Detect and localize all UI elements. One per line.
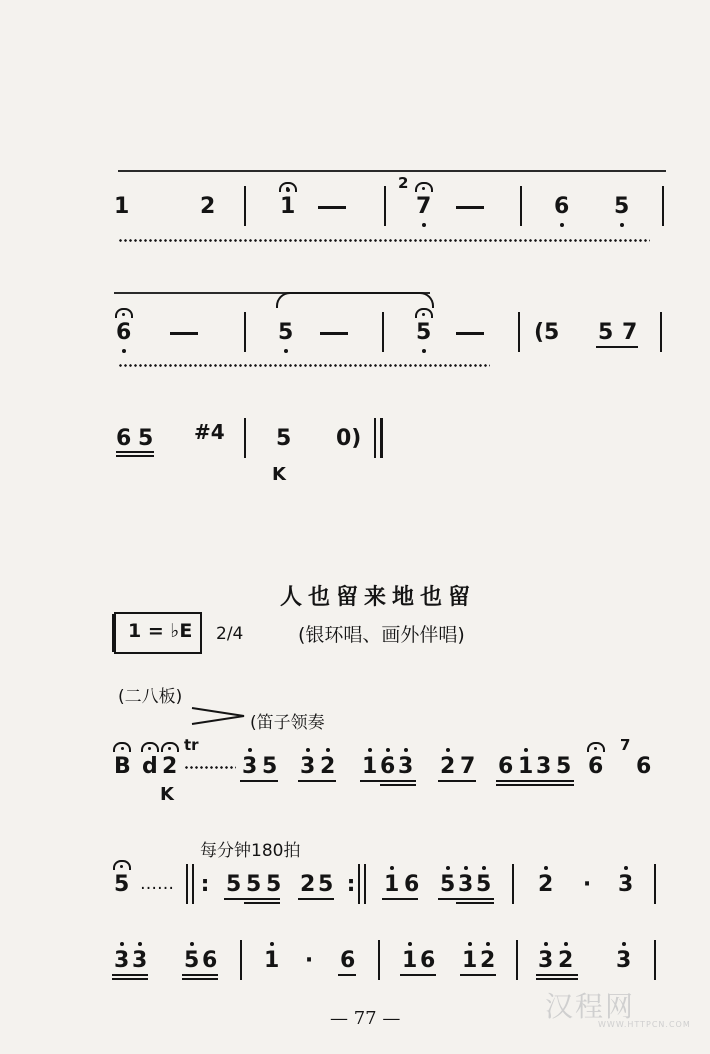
- song-title: 人也留来地也留: [280, 585, 477, 610]
- bar-line: [380, 418, 383, 458]
- note: ·: [304, 948, 314, 973]
- grace-note: 7: [620, 736, 631, 754]
- bar-line: [516, 940, 518, 980]
- underline: [338, 974, 356, 976]
- note: 2: [200, 194, 216, 219]
- note: 6: [498, 754, 514, 779]
- note: 2: [320, 754, 336, 779]
- note: ·: [582, 872, 592, 897]
- note: d: [142, 756, 158, 778]
- note: 1: [264, 948, 280, 973]
- underline: [298, 780, 336, 782]
- note: 6: [202, 948, 218, 973]
- underline: [596, 346, 638, 348]
- note: 6: [636, 754, 652, 779]
- dash: [170, 332, 198, 335]
- underline: [244, 902, 280, 904]
- key-signature: [114, 612, 202, 654]
- bar-line: [364, 864, 366, 904]
- note: 1: [462, 948, 478, 973]
- note: 2: [440, 754, 456, 779]
- note: 3: [398, 754, 414, 779]
- note: 5: [440, 872, 456, 897]
- underline: [496, 780, 574, 782]
- bar-line: [374, 418, 376, 458]
- page-number: — 77 —: [330, 1008, 401, 1029]
- note: 5: [416, 322, 431, 344]
- bar-line: [244, 312, 246, 352]
- dotted-line: [118, 239, 650, 242]
- underline: [456, 902, 494, 904]
- note: 1: [402, 948, 418, 973]
- underline: [224, 898, 280, 900]
- note: 7: [460, 754, 476, 779]
- staff-rule-1: [118, 170, 666, 172]
- tie: [276, 292, 434, 308]
- dash: [318, 206, 346, 209]
- bar-line: [358, 864, 360, 904]
- bar-line: [186, 864, 188, 904]
- underline: [360, 780, 416, 782]
- dash: [456, 206, 484, 209]
- mark-k: K: [160, 784, 174, 805]
- bar-line: [512, 864, 514, 904]
- note: 1: [362, 754, 378, 779]
- repeat-end: :: [346, 872, 356, 897]
- note: 6: [588, 756, 603, 778]
- trill-mark: tr: [184, 736, 199, 754]
- mode-label: (二八板): [118, 687, 183, 707]
- note: #4: [194, 420, 225, 444]
- underline: [438, 780, 476, 782]
- note: 7: [416, 196, 431, 218]
- note: 1: [384, 872, 400, 897]
- bar-line: [662, 186, 664, 226]
- underline: [298, 898, 334, 900]
- time-signature: 2/4: [216, 624, 244, 644]
- bar-line: [244, 186, 246, 226]
- bar-line: [192, 864, 194, 904]
- note: 2: [300, 872, 316, 897]
- mark-k: K: [272, 464, 286, 485]
- note: 5: [556, 754, 572, 779]
- note: 2: [480, 948, 496, 973]
- note: 5: [266, 872, 282, 897]
- note: 3: [536, 754, 552, 779]
- note: 2: [538, 872, 554, 897]
- key-text: 1 = ♭E: [128, 620, 193, 642]
- note: 6: [116, 426, 132, 451]
- note: 6: [116, 322, 131, 344]
- note: 1: [280, 196, 295, 218]
- note: 3: [242, 754, 258, 779]
- bar-line: [654, 940, 656, 980]
- underline: [116, 455, 154, 457]
- bar-line: [378, 940, 380, 980]
- note: 6: [380, 754, 396, 779]
- note: 5: [476, 872, 492, 897]
- underline: [460, 974, 496, 976]
- bar-line: [240, 940, 242, 980]
- note: 5: [278, 320, 294, 345]
- bar-line: [384, 186, 386, 226]
- note: 7: [622, 320, 638, 345]
- underline: [496, 784, 574, 786]
- note: 5: [276, 426, 292, 451]
- note: 5: [246, 872, 262, 897]
- intro-label: (笛子领奏: [250, 713, 325, 733]
- note: 3: [300, 754, 316, 779]
- note: 3: [458, 872, 474, 897]
- underline: [182, 974, 218, 976]
- note: B: [114, 756, 131, 778]
- dash: [320, 332, 348, 335]
- note: 6: [420, 948, 436, 973]
- note: 5: [184, 948, 200, 973]
- bar-line: [518, 312, 520, 352]
- underline: [382, 898, 418, 900]
- note: 3: [132, 948, 148, 973]
- dotted-line: [118, 364, 490, 367]
- note: 5: [138, 426, 154, 451]
- note: 5: [614, 194, 630, 219]
- note: (5: [534, 320, 560, 345]
- note: 3: [618, 872, 634, 897]
- bar-line: [382, 312, 384, 352]
- grace-note: 2: [398, 174, 409, 192]
- note: 6: [554, 194, 570, 219]
- underline: [182, 978, 218, 980]
- dotted-line: [184, 766, 236, 769]
- underline: [112, 974, 148, 976]
- watermark-logo: 汉程网: [545, 990, 636, 1023]
- underline: [400, 974, 436, 976]
- note: 5: [114, 874, 129, 896]
- note: 0): [336, 426, 362, 451]
- note: 5: [598, 320, 614, 345]
- note: 3: [616, 948, 632, 973]
- underline: [536, 978, 578, 980]
- bar-line: [654, 864, 656, 904]
- bar-line: [660, 312, 662, 352]
- tempo-label: 每分钟180拍: [200, 841, 301, 861]
- watermark-url: WWW.HTTPCN.COM: [598, 1020, 691, 1029]
- dash: [456, 332, 484, 335]
- underline: [438, 898, 494, 900]
- note: 6: [340, 948, 356, 973]
- note: 1: [114, 194, 130, 219]
- underline: [380, 784, 416, 786]
- note: 3: [538, 948, 554, 973]
- underline: [240, 780, 278, 782]
- underline: [116, 451, 154, 453]
- song-subtitle: (银环唱、画外伴唱): [298, 624, 465, 646]
- note: 1: [518, 754, 534, 779]
- note: 5: [262, 754, 278, 779]
- note: 2: [162, 756, 177, 778]
- repeat-start: :: [200, 872, 210, 897]
- crescendo-mark: [190, 706, 246, 726]
- note: 5: [226, 872, 242, 897]
- underline: [536, 974, 578, 976]
- note: 2: [558, 948, 574, 973]
- underline: [112, 978, 148, 980]
- note: 5: [318, 872, 334, 897]
- bar-line: [244, 418, 246, 458]
- note: 3: [114, 948, 130, 973]
- note: 6: [404, 872, 420, 897]
- dots: ……: [140, 874, 174, 894]
- bar-line: [520, 186, 522, 226]
